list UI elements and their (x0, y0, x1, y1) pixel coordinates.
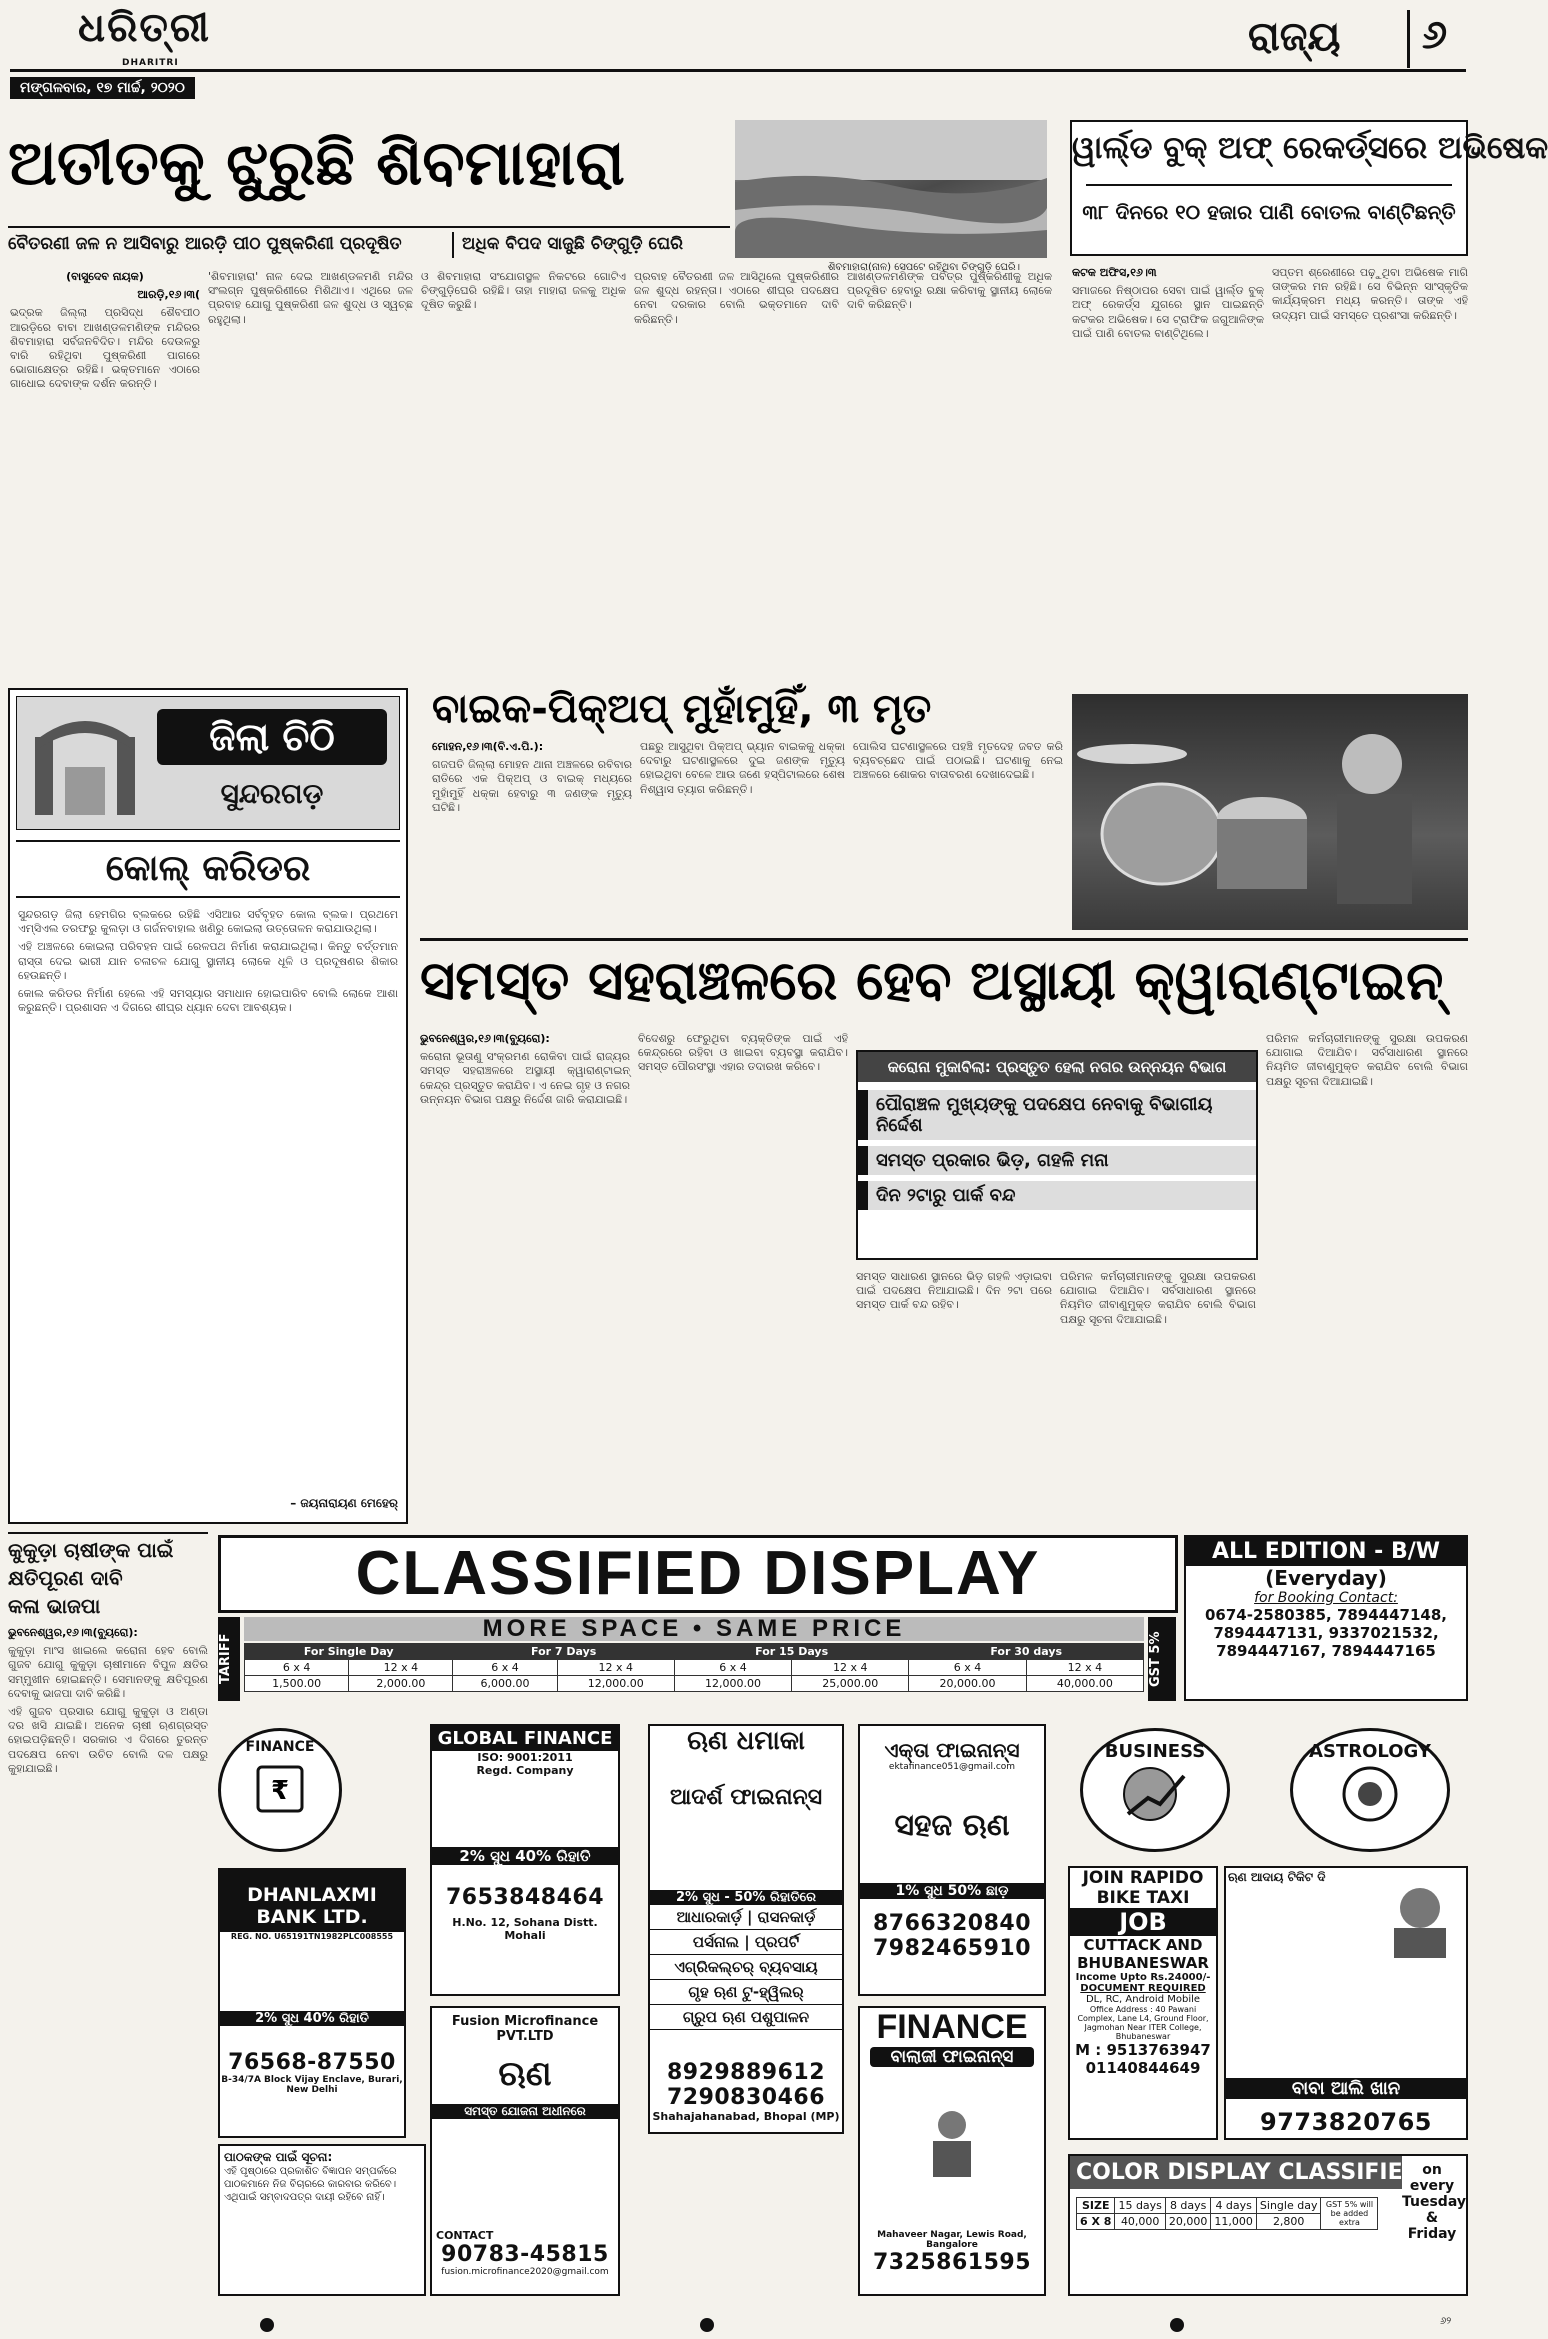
lead-paragraph: ଭଦ୍ରକ ଜିଲ୍ଲା ପ୍ରସିଦ୍ଧ ଶୈବପୀଠ ଆରଡ଼ିରେ ବାବା ଆଖଣ୍ଡଳମଣିଙ୍କ ମନ୍ଦିରର ଶିବମାହାରା ସର୍ବଜନବିଦିତ। ମନ୍ଦିର ଦେଉଳରୁ ବାରି ରହିଥିବା ପୁଷ୍କରିଣୀ ପାଗରେ ଭୋଗାକ୍ଷେତ୍ର ରହିଛି। ଭକ୍ତମାନେ ଏଠାରେ ଗାଧୋଇ ଦେବାଙ୍କ ଦର୍ଶନ କରନ୍ତି। (10, 306, 200, 391)
tariff-price: 1,500.00 (245, 1676, 349, 1692)
record-headline-box (1070, 120, 1548, 256)
tariff-size: 12 x 4 (1026, 1660, 1143, 1676)
district-paragraph: ସୁନ୍ଦରଗଡ଼ ଜିଲା ହେମଗିର ବ୍ଲକରେ ରହିଛି ଏସିଆର ସର୍ବବୃହତ କୋଲ ବ୍ଲକ। ପ୍ରଥମେ ଏମ୍‌ସିଏଲ ତରଫରୁ କୁଲଡ଼ା ଓ ଗର୍ଜନବାହାଲ ଖଣିରୁ କୋଇଲା ଉତ୍ତୋଳନ କରାଯାଉଥିଲା। (18, 908, 398, 936)
business-circle-label: BUSINESS (1104, 1741, 1206, 1762)
svg-text:₹: ₹ (270, 1776, 290, 1806)
dhanlaxmi-ad (218, 1868, 406, 2138)
page-number: ୬ (1422, 12, 1448, 58)
rapido-city: BHUBANESWAR (1077, 1954, 1209, 1972)
ekta-loan: ସହଜ ଋଣ (894, 1808, 1010, 1843)
quarantine-column-3 (856, 1270, 1052, 1527)
baba-phone: 9773820765 (1260, 2108, 1432, 2136)
tariff-price: 20,000.00 (909, 1676, 1026, 1692)
color-classified-header-row (1077, 2198, 1378, 2214)
person-image (927, 2107, 977, 2177)
lead-subhead-2: ଅଧିକ ବିପଦ ସାଜୁଛି ଚିଙ୍ଗୁଡ଼ି ଘେରି (462, 234, 684, 254)
notice-text: ଏହି ପୃଷ୍ଠାରେ ପ୍ରକାଶିତ ବିଜ୍ଞାପନ ସମ୍ପର୍କରେ ପାଠକମାନେ ନିଜ ବିଚାରରେ କାରବାର କରିବେ। ଏଥିପାଇଁ ସମ୍ବାଦପତ୍ର ଦାୟୀ ରହିବେ ନାହିଁ। (224, 2166, 397, 2203)
rapido-city: CUTTACK AND (1083, 1936, 1203, 1954)
river-landscape-image (735, 120, 1047, 258)
tariff-group: For 7 Days (453, 1644, 674, 1660)
baba-astrology-ad (1224, 1866, 1468, 2140)
notice-title: ପାଠକଙ୍କ ପାଇଁ ସୂଚନା: (224, 2150, 333, 2164)
ekta-title: ଏକ୍ତା ଫାଇନାନ୍ସ (884, 1738, 1020, 1762)
district-banner-title: ଜିଲା ଚିଠି (157, 709, 387, 765)
runa-address: Shahajahanabad, Bhopal (MP) (652, 2110, 840, 2123)
color-classified-days: on every Tuesday & Friday (1402, 2162, 1466, 2242)
fusion-email: fusion.microfinance2020@gmail.com (441, 2267, 609, 2277)
runa-phone: 8929889612 (666, 2060, 826, 2085)
poultry-dateline: ଭୁବନେଶ୍ୱର,୧୬।୩(ବ୍ୟୁରୋ): (8, 1626, 138, 1639)
dhanlaxmi-phone: 76568-87550 (228, 2050, 396, 2075)
quarantine-column-5 (1266, 1032, 1468, 1527)
lead-column-3 (421, 270, 626, 682)
color-classified-price: 2,800 (1256, 2214, 1321, 2230)
quarantine-paragraph: ପରିମଳ କର୍ମଚାରୀମାନଙ୍କୁ ସୁରକ୍ଷା ଉପକରଣ ଯୋଗାଇ ଦିଆଯିବ। ସର୍ବସାଧାରଣ ସ୍ଥାନରେ ନିୟମିତ ଜୀବାଣୁମୁକ୍ତ କରାଯିବ ବୋଲି ବିଭାଗ ପକ୍ଷରୁ ସୂଚନା ଦିଆଯାଇଛି। (1060, 1270, 1256, 1326)
bike-column-3 (853, 740, 1063, 936)
runa-item: ପର୍ସନାଲ | ପ୍ରପର୍ଟି (650, 1930, 842, 1955)
tariff-table (244, 1643, 1144, 1692)
district-author: – ଜୟନାରାୟଣ ମେହେର୍ (290, 1496, 398, 1510)
runa-phone: 7290830466 (666, 2085, 826, 2110)
lead-paragraph: ଆଖଣ୍ଡଳମଣିଙ୍କ ପବିତ୍ର ପୁଷ୍କରିଣୀକୁ ଅଧିକ ପ୍ରଦୂଷିତ ହେବାରୁ ରକ୍ଷା କରିବାକୁ ସ୍ଥାନୀୟ ଲୋକେ ଦାବି କରିଛନ୍ତି। (847, 270, 1052, 312)
poultry-paragraph: କୁକୁଡ଼ା ମାଂସ ଖାଇଲେ କରୋନା ହେବ ବୋଲି ଗୁଜବ ଯୋଗୁ କୁକୁଡ଼ା ଚାଷୀମାନେ ବିପୁଳ କ୍ଷତିର ସମ୍ମୁଖୀନ ହୋଇଛନ୍ତି। ସେମାନଙ୍କୁ କ୍ଷତିପୂରଣ ଦେବାକୁ ଭାଜପା ଦାବି କରିଛି। (8, 1644, 208, 1700)
classified-title-box (218, 1535, 1178, 1613)
tariff-group: For Single Day (245, 1644, 453, 1660)
tariff-price: 12,000.00 (557, 1676, 674, 1692)
ekta-offer: 1% ସୁଧ 50% ଛାଡ଼ (860, 1883, 1044, 1899)
rapido-line: JOIN RAPIDO (1082, 1868, 1204, 1888)
fusion-name: Fusion Microfinance PVT.LTD (451, 2014, 599, 2044)
masthead (0, 0, 1476, 104)
record-headline: ୱାର୍ଲ୍ଡ ବୁକ୍ ଅଫ୍ ରେକର୍ଡ୍ସରେ ଅଭିଷେକ (1072, 130, 1548, 166)
rapido-ad (1068, 1866, 1218, 2140)
booking-label: for Booking Contact: (1254, 1590, 1398, 1606)
lead-headline: ଅତୀତକୁ ଝୁରୁଛି ଶିବମାହାରା (8, 126, 625, 199)
poultry-headline-1: କୁକୁଡ଼ା ଚାଷୀଙ୍କ ପାଇଁ (8, 1538, 174, 1562)
tariff-size: 6 x 4 (909, 1660, 1026, 1676)
color-classified-gst: GST 5% will be added extra (1321, 2198, 1378, 2230)
lead-column-1 (10, 270, 200, 682)
registration-mark (700, 2318, 714, 2332)
bike-headline: ବାଇକ-ପିକ୍‌ଅପ୍ ମୁହାଁମୁହିଁ, ୩ ମୃତ (432, 686, 932, 732)
tariff-size: 6 x 4 (453, 1660, 557, 1676)
edition-title: ALL EDITION - B/W (1186, 1537, 1466, 1566)
astrology-circle-label: ASTROLOGY (1309, 1741, 1431, 1762)
runa-item: ଗ୍ରୁପ ଋଣ ପଶୁପାଳନ (650, 2005, 842, 2030)
gst-label: GST 5% (1148, 1617, 1176, 1701)
registration-mark (1170, 2318, 1184, 2332)
issue-date: ମଙ୍ଗଳବାର, ୧୭ ମାର୍ଚ୍ଚ, ୨୦୨୦ (10, 77, 195, 99)
rapido-doc: DOCUMENT REQUIRED (1080, 1983, 1206, 1994)
gate-icon (25, 707, 145, 817)
bike-paragraph: ପୋଲିସ ଘଟଣାସ୍ଥଳରେ ପହଞ୍ଚି ମୃତଦେହ ଜବତ କରି ବ୍ୟବଚ୍ଛେଦ ପାଇଁ ପଠାଇଛି। ଘଟଣାକୁ ନେଇ ଅଞ୍ଚଳରେ ଶୋକର ବାତାବରଣ ଦେଖାଦେଇଛି। (853, 740, 1063, 782)
section-divider (1407, 10, 1410, 68)
lead-column-4 (634, 270, 839, 682)
tariff-price: 6,000.00 (453, 1676, 557, 1692)
rapido-office: Office Address : 40 Pawani Complex, Lane L4, Ground Floor, Jagmohan Near ITER College, Bhubaneswar (1077, 2005, 1209, 2041)
dhanlaxmi-offer: 2% ସୁଧ 40% ରିହାତି (220, 2011, 404, 2026)
newspaper-logo-sub: DHARITRI (122, 58, 179, 68)
runa-title: ଋଣ ଧମାକା (687, 1726, 805, 1756)
rapido-mobile: M : 9513763947 (1075, 2041, 1211, 2059)
poultry-rule (8, 1532, 208, 1534)
coin-chart-icon (1120, 1764, 1190, 1824)
tariff-price: 40,000.00 (1026, 1676, 1143, 1692)
tariff-price: 12,000.00 (674, 1676, 791, 1692)
lead-photo-caption: ଶିବମାହାରା(ନାଳ) ସେପଟେ ରହିଥିବା ଚିଙ୍ଗୁଡ଼ି ଘେରି। (827, 262, 1021, 273)
quarantine-paragraph: କରୋନା ଭୂତାଣୁ ସଂକ୍ରମଣ ରୋକିବା ପାଇଁ ରାଜ୍ୟର ସମସ୍ତ ସହରାଞ୍ଚଳରେ ଅସ୍ଥାୟୀ କ୍ୱାରାଣ୍ଟାଇନ୍ କେନ୍ଦ୍ର ପ୍ରସ୍ତୁତ କରାଯିବ। ଏ ନେଇ ଗୃହ ଓ ନଗର ଉନ୍ନୟନ ବିଭାଗ ପକ୍ଷରୁ ନିର୍ଦ୍ଦେଶ ଜାରି କରାଯାଇଛି। (420, 1050, 630, 1106)
classified-tagline: MORE SPACE • SAME PRICE (244, 1617, 1144, 1641)
rapido-job: JOB (1070, 1908, 1216, 1936)
finance-circle-ad (218, 1728, 342, 1852)
tariff-size: 12 x 4 (792, 1660, 909, 1676)
color-classified-header: 15 days (1115, 2198, 1165, 2214)
tariff-group: For 30 days (909, 1644, 1144, 1660)
quarantine-column-4 (1060, 1270, 1256, 1527)
tariff-size: 6 x 4 (245, 1660, 349, 1676)
bike-column-1 (432, 740, 632, 936)
footer (0, 2312, 1476, 2339)
lead-paragraph: ଓ ଶିବମାହାରା ସଂଯୋଗସ୍ଥଳ ନିକଟରେ ଗୋଟିଏ ଚିଙ୍ଗୁଡ଼ିଘେରି ରହିଛି। ତାହା ମାହାରା ଜଳକୁ ଅଧିକ ଦୂଷିତ କରୁଛି। (421, 270, 626, 312)
balaji-phone: 7325861595 (872, 2250, 1032, 2275)
balaji-title: FINANCE (876, 2008, 1028, 2046)
rapido-income: Income Upto Rs.24000/- (1075, 1972, 1211, 1983)
color-classified-size: 6 X 8 (1077, 2214, 1115, 2230)
ekta-phone: 7982465910 (872, 1936, 1032, 1961)
color-classified-header: Single day (1256, 2198, 1321, 2214)
district-name: ସୁନ୍ଦରଗଡ଼ (220, 777, 324, 810)
district-paragraph: ଏହି ଅଞ୍ଚଳରେ କୋଇଲା ପରିବହନ ପାଇଁ ରେଳପଥ ନିର୍ମାଣ କରାଯାଇଥିଲା। କିନ୍ତୁ ବର୍ତ୍ତମାନ ରାସ୍ତା ଦେଇ ଭାରୀ ଯାନ ଚଳାଚଳ ଯୋଗୁ ସ୍ଥାନୀୟ ଲୋକେ ଧୂଳି ଓ ପ୍ରଦୂଷଣର ଶିକାର ହେଉଛନ୍ତି। (18, 940, 398, 982)
lead-byline: (ବାସୁଦେବ ନାୟକ) (66, 270, 144, 283)
district-column-title: କୋଲ୍ କରିଡର (16, 840, 400, 898)
quarantine-bullet: ସମସ୍ତ ପ୍ରକାର ଭିଡ଼, ଗହଳି ମନା (858, 1146, 1256, 1175)
runa-item: ଏଗ୍ରିକଲ୍ଚର୍ ବ୍ୟବସାୟ (650, 1955, 842, 1980)
record-subhead: ୩୮ ଦିନରେ ୧୦ ହଜାର ପାଣି ବୋତଲ ବାଣ୍ଟିଛନ୍ତି (1082, 200, 1456, 224)
quarantine-column-1 (420, 1032, 630, 1527)
fusion-contact-label: CONTACT (436, 2229, 494, 2242)
record-paragraph: ସମାଜରେ ନିଷ୍ଠାପର ସେବା ପାଇଁ ୱାର୍ଲ୍ଡ ବୁକ୍ ଅଫ୍ ରେକର୍ଡ୍ସ ଯୁଗରେ ସ୍ଥାନ ପାଇଛନ୍ତି କଟକର ଅଭିଷେକ। ସେ ଟ୍ରାଫିକ ଜଗୁଆଳିଙ୍କ ପାଇଁ ପାଣି ବୋତଲ ବାଣ୍ଟିଥିଲେ। (1072, 284, 1264, 340)
global-finance-iso: ISO: 9001:2011 (477, 1751, 573, 1764)
bike-paragraph: ଗଜପତି ଜିଲ୍ଲା ମୋହନ ଥାନା ଅଞ୍ଚଳରେ ରବିବାର ରାତିରେ ଏକ ପିକ୍‌ଅପ୍ ଓ ବାଇକ୍ ମଧ୍ୟରେ ମୁହାଁମୁହିଁ ଧକ୍କା ହେବାରୁ ୩ ଜଣଙ୍କ ମୃତ୍ୟୁ ଘଟିଛି। (432, 758, 632, 814)
reader-notice (218, 2144, 426, 2296)
edition-box (1184, 1535, 1468, 1701)
classified-title: CLASSIFIED DISPLAY (355, 1539, 1041, 1608)
color-classified-price: 40,000 (1115, 2214, 1165, 2230)
classified-header (218, 1535, 1468, 1705)
quarantine-headline: ସମସ୍ତ ସହରାଞ୍ଚଳରେ ହେବ ଅସ୍ଥାୟୀ କ୍ୱାରାଣ୍ଟାଇନ୍ (420, 949, 1444, 1012)
quarantine-paragraph: ବିଦେଶରୁ ଫେରୁଥିବା ବ୍ୟକ୍ତିଙ୍କ ପାଇଁ ଏହି କେନ୍ଦ୍ରରେ ରହିବା ଓ ଖାଇବା ବ୍ୟବସ୍ଥା କରାଯିବ। ସମସ୍ତ ପୌରସଂସ୍ଥା ଏହାର ତଦାରଖ କରିବେ। (638, 1032, 848, 1074)
poultry-headline-3: କଳା ଭାଜପା (8, 1594, 101, 1618)
bike-paragraph: ପଛରୁ ଆସୁଥିବା ପିକ୍‌ଅପ୍ ଭ୍ୟାନ ବାଇକକୁ ଧକ୍କା ଦେବାରୁ ଘଟଣାସ୍ଥଳରେ ଦୁଇ ଜଣଙ୍କ ମୃତ୍ୟୁ ହୋଇଥିବା ବେଳେ ଆଉ ଜଣେ ହସ୍ପିଟାଲରେ ଶେଷ ନିଶ୍ୱାସ ତ୍ୟାଗ କରିଛନ୍ତି। (640, 740, 845, 796)
tariff-size: 12 x 4 (557, 1660, 674, 1676)
lead-column-2 (208, 270, 413, 682)
drum-kit-image (1072, 694, 1468, 930)
runa-offer: 2% ସୁଧ - 50% ରିହାତିରେ (650, 1890, 842, 1905)
tariff-size: 6 x 4 (674, 1660, 791, 1676)
global-finance-phone: 7653848464 (445, 1885, 605, 1910)
baba-top: ଋଣ ଆଦାୟ ଟିକିଟ ଦି (1228, 1870, 1326, 1884)
quarantine-dateline: ଭୁବନେଶ୍ୱର,୧୬।୩(ବ୍ୟୁରୋ): (420, 1032, 550, 1045)
ekta-email: ektafinance051@gmail.com (888, 1762, 1016, 1772)
dhanlaxmi-regno: REG. NO. U65191TN1982PLC008555 (230, 1932, 394, 1941)
rapido-line: BIKE TAXI (1096, 1888, 1190, 1908)
quarantine-rule (420, 938, 1468, 941)
district-body (18, 908, 398, 1488)
poultry-body (8, 1626, 208, 2322)
lead-paragraph: ପ୍ରବାହ ବୈତରଣୀ ଜଳ ଆସିଥିଲେ ପୁଷ୍କରିଣୀର ଜଳ ଶୁଦ୍ଧ ରହନ୍ତା। ଏଠାରେ ଶୀଘ୍ର ପଦକ୍ଷେପ ନେବା ଦରକାର ବୋଲି ଭକ୍ତମାନେ ଦାବି କରିଛନ୍ତି। (634, 270, 839, 326)
quarantine-paragraph: ସମସ୍ତ ସାଧାରଣ ସ୍ଥାନରେ ଭିଡ଼ ଗହଳି ଏଡ଼ାଇବା ପାଇଁ ପଦକ୍ଷେପ ନିଆଯାଇଛି। ଦିନ ୨ଟା ପରେ ସମସ୍ତ ପାର୍କ ବନ୍ଦ ରହିବ। (856, 1270, 1052, 1312)
runa-dhamaka-ad (648, 1724, 844, 2134)
booking-phone: 0674-2580385, 7894447148, (1204, 1606, 1448, 1624)
tariff-prices-row (245, 1676, 1144, 1692)
edition-subtitle: (Everyday) (1265, 1566, 1387, 1590)
color-classified-ad (1068, 2154, 1468, 2296)
color-classified-header: SIZE (1077, 2198, 1115, 2214)
record-photo (1072, 694, 1468, 930)
color-classified-price: 20,000 (1165, 2214, 1211, 2230)
section-name: ରାଜ୍ୟ (1248, 14, 1341, 60)
lead-subhead-divider (452, 232, 454, 258)
tariff-groups-row (245, 1644, 1144, 1660)
business-circle-ad (1080, 1728, 1230, 1852)
lead-rule (8, 226, 730, 228)
lead-paragraph: 'ଶିବମାହାରା' ନାଳ ଦେଇ ଆଖଣ୍ଡଳମଣି ମନ୍ଦିର ସଂଲଗ୍ନ ପୁଷ୍କରିଣୀରେ ମିଶିଥାଏ। ଏଥିରେ ଜଳ ପ୍ରବାହ ଯୋଗୁ ପୁଷ୍କରିଣୀ ଜଳ ଶୁଦ୍ଧ ଓ ସ୍ୱଚ୍ଛ ରହୁଥିଲା। (208, 270, 413, 326)
global-finance-address: H.No. 12, Sohana Distt. Mohali (452, 1916, 598, 1942)
dhanlaxmi-name: DHANLAXMI BANK LTD. (220, 1870, 404, 1932)
baba-name: ବାବା ଆଲି ଖାନ (1226, 2078, 1466, 2099)
quarantine-bullet: ପୌରାଞ୍ଚଳ ମୁଖ୍ୟଙ୍କୁ ପଦକ୍ଷେପ ନେବାକୁ ବିଭାଗୀୟ ନିର୍ଦ୍ଦେଶ (858, 1090, 1256, 1140)
runa-item: ଗୃହ ଋଣ ଟୁ-ହ୍ୱିଲର୍ (650, 1980, 842, 2005)
booking-phone: 7894447167, 7894447165 (1216, 1642, 1436, 1660)
color-classified-price: 11,000 (1211, 2214, 1257, 2230)
quarantine-box-header: କରୋନା ମୁକାବିଲା: ପ୍ରସ୍ତୁତ ହେଲା ନଗର ଉନ୍ନୟନ ବିଭାଗ (858, 1052, 1256, 1082)
runa-company: ଆଦର୍ଶ ଫାଇନାନ୍ସ (669, 1785, 823, 1810)
rapido-landline: 01140844649 (1085, 2059, 1201, 2077)
masthead-rule (10, 69, 1466, 72)
color-classified-title: COLOR DISPLAY CLASSIFIED (1070, 2156, 1402, 2189)
dhanlaxmi-address: B-34/7A Block Vijay Enclave, Burari, New Delhi (221, 2075, 403, 2095)
district-paragraph: କୋଲ କରିଡର ନିର୍ମାଣ ହେଲେ ଏହି ସମସ୍ୟାର ସମାଧାନ ହୋଇପାରିବ ବୋଲି ଲୋକେ ଆଶା କରୁଛନ୍ତି। ପ୍ରଶାସନ ଏ ଦିଗରେ ଶୀଘ୍ର ଧ୍ୟାନ ଦେବା ଆବଶ୍ୟକ। (18, 987, 398, 1015)
bike-column-2 (640, 740, 845, 936)
footer-page-mark: ୬୨ (1440, 2316, 1452, 2327)
global-finance-offer: 2% ସୁଧ 40% ରିହାତି (432, 1847, 618, 1865)
district-box (8, 688, 408, 1524)
lead-photo (735, 120, 1047, 258)
tariff-price: 25,000.00 (792, 1676, 909, 1692)
balaji-finance-ad (858, 2006, 1046, 2296)
district-banner (16, 696, 400, 830)
color-classified-header: 8 days (1165, 2198, 1211, 2214)
finance-icon (250, 1759, 310, 1819)
rapido-doc-sub: DL, RC, Android Mobile (1085, 1994, 1201, 2005)
newspaper-logo: ଧରିତ୍ରୀ (78, 4, 211, 51)
portrait-image (1380, 1878, 1460, 1958)
record-rule (1086, 184, 1452, 186)
booking-phone: 7894447131, 9337021532, (1213, 1624, 1439, 1642)
lead-dateline: ଆରଡ଼ି,୧୬।୩( (137, 288, 200, 302)
balaji-subtitle: ବାଲାଜୀ ଫାଇନାନ୍ସ (870, 2047, 1034, 2067)
fusion-loan: ଋଣ (498, 2054, 552, 2094)
ekta-finance-ad (858, 1724, 1046, 1996)
record-dateline: କଟକ ଅଫିସ,୧୬।୩ (1072, 266, 1157, 279)
record-column-1 (1072, 266, 1264, 686)
color-classified-header: 4 days (1211, 2198, 1257, 2214)
registration-mark (260, 2318, 274, 2332)
lead-subhead-1: ବୈତରଣୀ ଜଳ ନ ଆସିବାରୁ ଆରଡ଼ି ପୀଠ ପୁଷ୍କରିଣୀ ପ୍ରଦୂଷିତ (8, 234, 402, 254)
record-paragraph: ସପ୍ତମ ଶ୍ରେଣୀରେ ପଢ଼ୁଥିବା ଅଭିଷେକ ମାଗି ତାଙ୍କର ମନ ରହିଛି। ସେ ବିଭିନ୍ନ ସାଂସ୍କୃତିକ କାର୍ଯ୍ୟକ୍ରମ ମଧ୍ୟ କରନ୍ତି। ତାଙ୍କ ଏହି ଉଦ୍ୟମ ପାଇଁ ସମସ୍ତେ ପ୍ରଶଂସା କରିଛନ୍ତି। (1272, 266, 1468, 322)
fusion-phone: 90783-45815 (441, 2242, 609, 2267)
bike-dateline: ମୋହନ,୧୬।୩(ବି.ଏ.ପି.): (432, 740, 544, 753)
tariff-size: 12 x 4 (349, 1660, 453, 1676)
balaji-address: Mahaveer Nagar, Lewis Road, Bangalore (877, 2230, 1027, 2250)
tariff-label: TARIFF (218, 1617, 240, 1701)
quarantine-paragraph: ପରିମଳ କର୍ମଚାରୀମାନଙ୍କୁ ସୁରକ୍ଷା ଉପକରଣ ଯୋଗାଇ ଦିଆଯିବ। ସର୍ବସାଧାରଣ ସ୍ଥାନରେ ନିୟମିତ ଜୀବାଣୁମୁକ୍ତ କରାଯିବ ବୋଲି ବିଭାଗ ପକ୍ଷରୁ ସୂଚନା ଦିଆଯାଇଛି। (1266, 1032, 1468, 1088)
quarantine-bullet: ଦିନ ୨ଟାରୁ ପାର୍କ ବନ୍ଦ (858, 1181, 1256, 1210)
quarantine-highlight-box (856, 1050, 1258, 1260)
lead-column-5 (847, 270, 1052, 682)
quarantine-column-2 (638, 1032, 848, 1527)
color-classified-table (1076, 2197, 1378, 2230)
global-finance-regd: Regd. Company (476, 1764, 574, 1777)
record-column-2 (1272, 266, 1468, 686)
fusion-note: ସମସ୍ତ ଯୋଜନା ଅଧୀନରେ (432, 2104, 618, 2119)
poultry-paragraph: ଏହି ଗୁଜବ ପ୍ରସାର ଯୋଗୁ କୁକୁଡ଼ା ଓ ଅଣ୍ଡା ଦର ଖସି ଯାଇଛି। ଅନେକ ଚାଷୀ ଋଣଗ୍ରସ୍ତ ହୋଇପଡ଼ିଛନ୍ତି। ସରକାର ଏ ଦିଗରେ ତୁରନ୍ତ ପଦକ୍ଷେପ ନେବା ଉଚିତ ବୋଲି ଦଳ ପକ୍ଷରୁ କୁହାଯାଇଛି। (8, 1705, 208, 1775)
global-finance-ad (430, 1724, 620, 1996)
poultry-headline-2: କ୍ଷତିପୂରଣ ଦାବି (8, 1566, 123, 1590)
runa-item: ଆଧାରକାର୍ଡ଼ | ରାସନକାର୍ଡ଼ (650, 1905, 842, 1930)
tariff-group: For 15 Days (674, 1644, 909, 1660)
finance-circle-label: FINANCE (245, 1739, 315, 1755)
tariff-price: 2,000.00 (349, 1676, 453, 1692)
astrology-circle-ad (1290, 1728, 1450, 1852)
zodiac-icon (1338, 1764, 1402, 1824)
ekta-phone: 8766320840 (872, 1911, 1032, 1936)
tariff-sizes-row (245, 1660, 1144, 1676)
global-finance-name: GLOBAL FINANCE (432, 1726, 618, 1751)
fusion-ad (430, 2006, 620, 2296)
